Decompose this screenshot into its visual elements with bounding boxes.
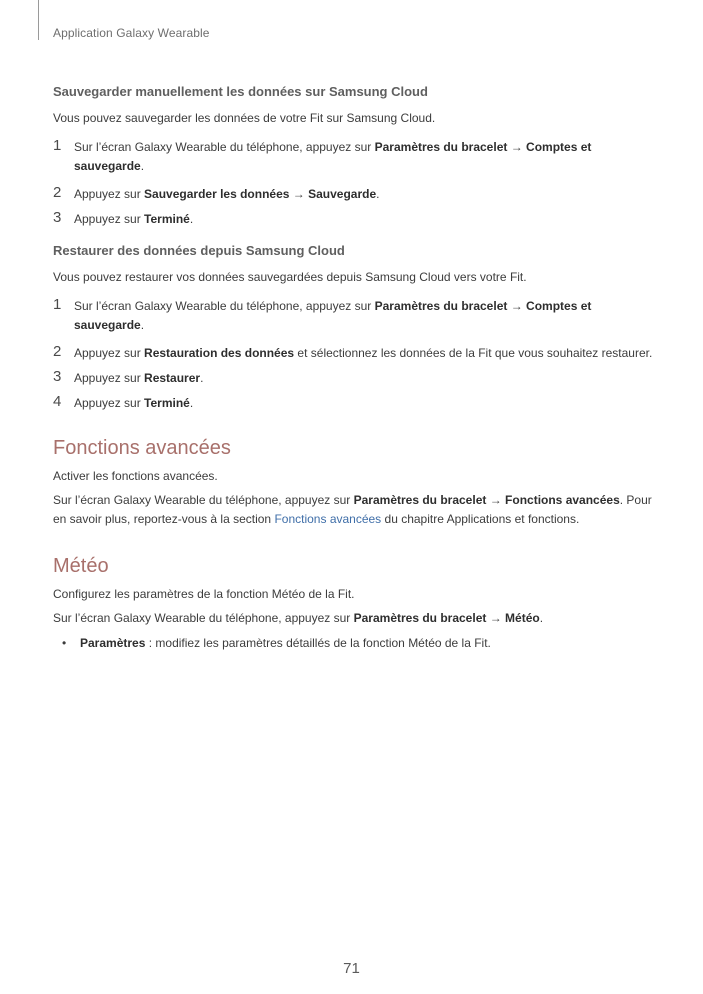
body-text: Sur l’écran Galaxy Wearable du téléphone, appuyez sur [53,493,354,507]
step-text: et sélectionnez les données de la Fit que vous souhaitez restaurer. [294,346,653,360]
step-text: . [140,159,145,173]
restore-heading: Restaurer des données depuis Samsung Cloud [53,243,345,258]
bullet-bold: Paramètres [80,636,146,650]
step-bold: Sauvegarder les données [144,187,290,201]
backup-heading: Sauvegarder manuellement les données sur Samsung Cloud [53,84,428,99]
step-number: 1 [53,137,62,154]
step-number: 3 [53,368,62,385]
step-number: 4 [53,393,62,410]
step-bold: Sauvegarde [308,187,377,201]
backup-step-1 [53,138,653,176]
restore-step-2 [53,344,653,363]
header-rule [38,0,39,40]
backup-step-3 [53,210,653,229]
arrow-glyph: → [486,611,506,625]
step-number: 2 [53,184,62,201]
step-number: 2 [53,343,62,360]
arrow-glyph: → [507,140,527,154]
step-number: 1 [53,296,62,313]
bullet-dot: • [62,636,67,650]
step-bold: Paramètres du bracelet [374,140,508,154]
weather-heading: Météo [53,555,109,577]
step-text: Sur l’écran Galaxy Wearable du téléphone, appuyez sur [74,140,375,154]
body-text: . [539,611,544,625]
step-text: Appuyez sur [74,346,145,360]
step-text: Appuyez sur [74,396,145,410]
advanced-intro: Activer les fonctions avancées. [53,469,218,483]
step-text: Appuyez sur [74,187,145,201]
backup-step-2 [53,185,653,204]
advanced-body [53,491,653,529]
body-bold: Météo [505,611,540,625]
restore-step-1 [53,297,653,335]
body-bold: Fonctions avancées [505,493,620,507]
restore-step-4 [53,394,653,413]
step-number: 3 [53,209,62,226]
body-text: Sur l’écran Galaxy Wearable du téléphone, appuyez sur [53,611,354,625]
step-bold: Terminé [144,212,190,226]
step-text: . [189,212,194,226]
step-bold: Comptes et sauvegarde [74,299,592,332]
step-text: . [376,187,380,201]
body-bold: Paramètres du bracelet [353,611,487,625]
step-bold: Paramètres du bracelet [374,299,508,313]
weather-intro: Configurez les paramètres de la fonction Météo de la Fit. [53,587,355,601]
step-text: Sur l’écran Galaxy Wearable du téléphone, appuyez sur [74,299,375,313]
arrow-glyph: → [486,493,506,507]
step-text: Appuyez sur [74,371,145,385]
page-number: 71 [343,960,360,977]
restore-intro: Vous pouvez restaurer vos données sauvegardées depuis Samsung Cloud vers votre Fit. [53,270,527,284]
body-text: du chapitre Applications et fonctions. [381,512,580,526]
step-bold: Terminé [144,396,190,410]
advanced-features-link[interactable]: Fonctions avancées [274,512,382,526]
body-bold: Paramètres du bracelet [353,493,487,507]
page-content [53,82,653,653]
step-text: Appuyez sur [74,212,145,226]
body-text: . Pour en savoir plus, reportez-vous à la section [53,493,652,526]
backup-steps [53,138,653,229]
backup-intro: Vous pouvez sauvegarder les données de votre Fit sur Samsung Cloud. [53,111,436,125]
step-bold: Restaurer [144,371,201,385]
restore-steps [53,297,653,413]
weather-bullet [53,634,653,653]
step-text: . [200,371,204,385]
weather-body [53,609,653,628]
bullet-text: : modifiez les paramètres détaillés de la fonction Météo de la Fit. [145,636,491,650]
step-text: . [140,318,145,332]
running-header: Application Galaxy Wearable [53,26,210,40]
step-bold: Comptes et sauvegarde [74,140,592,173]
arrow-glyph: → [289,187,309,201]
advanced-heading: Fonctions avancées [53,437,231,459]
step-text: . [189,396,194,410]
step-bold: Restauration des données [144,346,295,360]
restore-step-3 [53,369,653,388]
arrow-glyph: → [507,299,527,313]
